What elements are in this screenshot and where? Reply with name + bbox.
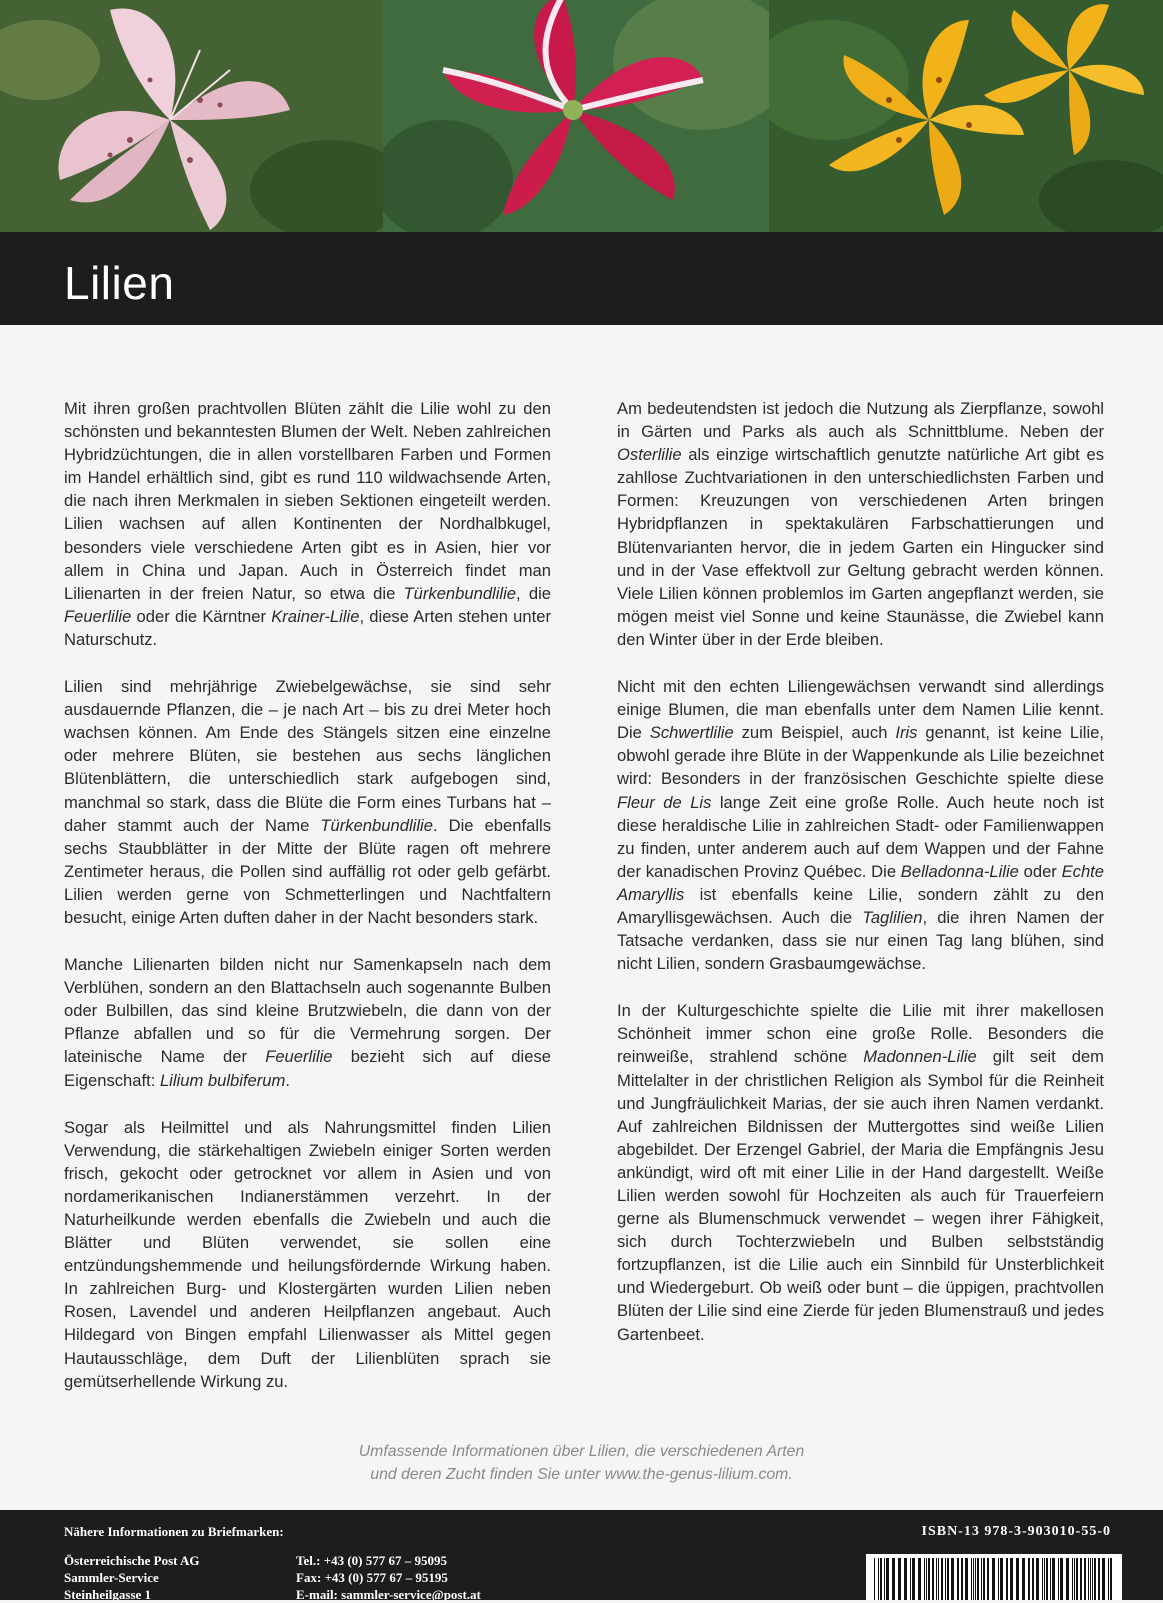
paragraph bbox=[64, 675, 551, 929]
paragraph bbox=[64, 953, 551, 1092]
barcode-bar bbox=[886, 1558, 889, 1600]
barcode-bar bbox=[932, 1558, 934, 1600]
barcode-bar bbox=[941, 1558, 943, 1600]
isbn-number: ISBN-13 978-3-903010-55-0 bbox=[921, 1524, 1111, 1539]
italic-term: Taglilien bbox=[862, 907, 923, 927]
barcode-bar bbox=[1028, 1558, 1030, 1600]
barcode-bar bbox=[928, 1558, 930, 1600]
barcode-bar bbox=[912, 1558, 915, 1600]
paragraph bbox=[64, 397, 551, 651]
barcode-bar bbox=[874, 1558, 875, 1600]
text-run: oder die Kärntner bbox=[131, 606, 272, 626]
barcode-bar bbox=[1076, 1558, 1078, 1600]
barcode-bar bbox=[1016, 1558, 1019, 1600]
barcode bbox=[866, 1554, 1122, 1600]
barcode-bar bbox=[1060, 1558, 1063, 1600]
barcode-bar bbox=[981, 1558, 982, 1600]
barcode-bar bbox=[973, 1558, 974, 1600]
barcode-bar bbox=[1010, 1558, 1013, 1600]
italic-term: Iris bbox=[895, 723, 918, 743]
barcode-bar bbox=[1090, 1558, 1091, 1600]
italic-term: Krainer-Lilie bbox=[271, 606, 360, 626]
barcode-bar bbox=[957, 1558, 959, 1600]
barcode-bar bbox=[898, 1558, 901, 1600]
italic-term: Feuerlilie bbox=[265, 1047, 333, 1067]
barcode-bar bbox=[1092, 1558, 1093, 1600]
italic-term: Türkenbundlilie bbox=[403, 583, 517, 603]
footer-contact bbox=[296, 1552, 481, 1603]
contact-line: Tel.: +43 (0) 577 67 – 95095 bbox=[296, 1553, 448, 1568]
text-run: Am bedeutendsten ist jedoch die Nutzung als Zierpflanze, sowohl in Gärten und Parks als auch als Schnittblume. Neben der bbox=[617, 399, 1104, 442]
right-column bbox=[617, 397, 1104, 1417]
paragraph bbox=[64, 1116, 551, 1393]
text-run: als einzige wirtschaftlich genutzte natürliche Art gibt es zahllose Zuchtvariationen in den unterschiedlichsten Farben und Formen: Kreuzungen von verschiedenen Arten bringen Hybridpflanzen in spektakulären Farbschattierungen und Blütenvarianten hervor, die in jedem Garten ein Hingucker sind und in der Vase effektvoll zur Geltung gebracht werden können. Viele Lilien können problemlos im Garten angepflanzt werden, sie mögen meist viel Sonne und keine Staunässe, die Zwiebel kann den Winter über in der Erde bleiben. bbox=[617, 445, 1104, 649]
contact-line: E-mail: sammler-service@post.at bbox=[296, 1587, 481, 1602]
barcode-bar bbox=[951, 1558, 954, 1600]
barcode-bar bbox=[938, 1558, 939, 1600]
barcode-bar bbox=[983, 1558, 985, 1600]
italic-term: Osterlilie bbox=[617, 445, 682, 465]
text-run: . bbox=[285, 1070, 290, 1090]
barcode-bar bbox=[975, 1558, 976, 1600]
footer-info-title: Nähere Informationen zu Briefmarken: bbox=[64, 1524, 284, 1539]
barcode-bar bbox=[924, 1558, 925, 1600]
barcode-bar bbox=[1032, 1558, 1034, 1600]
page-title: Lilien bbox=[64, 257, 175, 309]
barcode-bar bbox=[1110, 1558, 1112, 1600]
barcode-bar bbox=[880, 1558, 882, 1600]
text-run: Lilien sind mehrjährige Zwiebelgewächse, sie sind sehr ausdauernde Pflanzen, die – je nach Art – bis zu drei Meter hoch wachsen können. Am Ende des Stängels sitzen eine einzelne oder mehrere Blüten, sie bestehen aus sechs länglichen Blütenblättern, die unterschiedlich stark aufgebogen sind, manchmal so stark, dass die Blüte die Form eines Turbans hat – daher stammt auch der Name bbox=[64, 677, 551, 835]
paragraph bbox=[617, 397, 1104, 651]
barcode-bar bbox=[965, 1558, 968, 1600]
text-run: lange Zeit eine große Rolle. Auch heute noch ist diese heraldische Lilie in zahlreichen Stadt- oder Familienwappen zu finden, unter anderem auch auf dem Wappen und der Fahne der kanadischen Provinz Québec. Die bbox=[617, 792, 1104, 881]
barcode-bar bbox=[884, 1558, 885, 1600]
text-run: oder bbox=[1018, 861, 1062, 881]
italic-term: Madonnen-Lilie bbox=[863, 1047, 977, 1067]
barcode-bar bbox=[1084, 1558, 1086, 1600]
title-bar bbox=[0, 232, 1163, 325]
barcode-bar bbox=[947, 1558, 949, 1600]
barcode-bar bbox=[878, 1558, 879, 1600]
barcode-bar bbox=[1036, 1558, 1039, 1600]
barcode-bar bbox=[1098, 1558, 1100, 1600]
barcode-bar bbox=[1000, 1558, 1003, 1600]
barcode-bar bbox=[1072, 1558, 1073, 1600]
barcode-bar bbox=[1102, 1558, 1105, 1600]
left-column bbox=[64, 397, 551, 1417]
barcode-bar bbox=[892, 1558, 895, 1600]
barcode-bar bbox=[1058, 1558, 1059, 1600]
text-run: , die bbox=[516, 583, 551, 603]
yellow-lily-photo bbox=[769, 0, 1163, 232]
barcode-bar bbox=[961, 1558, 963, 1600]
barcode-bar bbox=[936, 1558, 937, 1600]
address-line: Steinheilgasse 1 bbox=[64, 1587, 152, 1602]
barcode-bar bbox=[1006, 1558, 1008, 1600]
text-run: Manche Lilienarten bilden nicht nur Samenkapseln nach dem Verblühen, sondern an den Blattachseln auch sogenannte Bulben oder Bulbillen, das sind kleine Brutzwiebeln, die dann von der Pflanze abfallen und so für die Vermehrung sorgen. Der lateinische Name der bbox=[64, 955, 551, 1067]
barcode-bar bbox=[1042, 1558, 1043, 1600]
barcode-bar bbox=[1108, 1558, 1109, 1600]
barcode-bar bbox=[971, 1558, 972, 1600]
italic-term: Echte Amaryllis bbox=[617, 861, 1105, 904]
footnote-line: Umfassende Informationen über Lilien, die verschiedenen Arten bbox=[358, 1443, 805, 1460]
barcode-bar bbox=[1022, 1558, 1025, 1600]
stargazer-lily-photo bbox=[383, 0, 769, 232]
text-run: ist ebenfalls keine Lilie, sondern zählt zu den Amaryllisgewächsen. Auch die bbox=[617, 884, 1104, 927]
barcode-bar bbox=[998, 1558, 999, 1600]
barcode-bar bbox=[945, 1558, 946, 1600]
barcode-bar bbox=[918, 1558, 921, 1600]
barcode-bar bbox=[1046, 1558, 1048, 1600]
text-run: gilt seit dem Mittelalter in der christlichen Religion als Symbol für die Reinheit und Jungfräulichkeit Marias, der sie auch ihren Namen verdankt. Auf zahlreichen Bildnissen der Muttergottes sind weiße Lilien abgebildet. Der Erzengel Gabriel, der Maria die Empfängnis Jesu ankündigt, wird oft mit einer Lilie in der Hand dargestellt. Weiße Lilien werden sowohl für Hochzeiten als auch für Trauerfeiern gerne als Blumenschmuck verwendet – wegen ihrer Fähigkeit, sich durch Tochterzwiebeln und Bulben selbstständig fortzupflanzen, ist die Lilie auch ein Sinnbild für Unsterblichkeit und Wiedergeburt. Ob weiß oder bunt – die üppigen, prachtvollen Blüten der Lilie sind eine Zierde für jeden Blumenstrauß und jedes Gartenbeet. bbox=[617, 1047, 1104, 1344]
text-run: genannt, ist keine Lilie, obwohl gerade ihre Blüte in der Wappenkunde als Lilie bezeichnet wird: Besonders in der französischen Geschichte spielte diese bbox=[617, 723, 1104, 789]
barcode-bar bbox=[1088, 1558, 1089, 1600]
footer bbox=[0, 1510, 1163, 1600]
barcode-bar bbox=[904, 1558, 907, 1600]
footer-address bbox=[64, 1552, 200, 1603]
footnote bbox=[0, 1440, 1163, 1486]
italic-term: Schwertlilie bbox=[649, 723, 734, 743]
italic-term: Lilium bulbiferum bbox=[159, 1070, 286, 1090]
barcode-bar bbox=[992, 1558, 995, 1600]
address-line: Sammler-Service bbox=[64, 1570, 159, 1585]
barcode-bar bbox=[926, 1558, 927, 1600]
barcode-bar bbox=[1094, 1558, 1096, 1600]
article-body bbox=[64, 397, 1104, 1417]
barcode-bar bbox=[1074, 1558, 1075, 1600]
barcode-bar bbox=[1080, 1558, 1082, 1600]
italic-term: Belladonna-Lilie bbox=[900, 861, 1019, 881]
pink-speckled-lily-photo bbox=[0, 0, 383, 232]
barcode-bar bbox=[1052, 1558, 1055, 1600]
barcode-bar bbox=[1050, 1558, 1051, 1600]
italic-term: Feuerlilie bbox=[64, 606, 132, 626]
paragraph bbox=[617, 999, 1104, 1345]
text-run: In der Kulturgeschichte spielte die Lilie mit ihrer makellosen Schönheit immer schon eine große Rolle. Besonders die reinweiße, strahlend schöne bbox=[617, 1001, 1104, 1067]
text-run: , diese Arten stehen unter Naturschutz. bbox=[64, 606, 551, 649]
barcode-bar bbox=[977, 1558, 979, 1600]
paragraph bbox=[617, 675, 1104, 975]
footnote-line: und deren Zucht finden Sie unter www.the-genus-lilium.com. bbox=[370, 1466, 793, 1483]
text-run: . Die ebenfalls sechs Staubblätter in der Mitte der Blüte ragen oft mehrere Zentimeter heraus, die Pollen sind auffällig rot oder gelb gefärbt. Lilien werden gerne von Schmetterlingen und Nachtfaltern besucht, einige Arten duften daher in der Nacht besonders stark. bbox=[64, 815, 551, 927]
text-run: Mit ihren großen prachtvollen Blüten zählt die Lilie wohl zu den schönsten und bekanntesten Blumen der Welt. Neben zahlreichen Hybridzüchtungen, die in allen vorstellbaren Farben und Formen im Handel erhältlich sind, gibt es rund 110 wildwachsende Arten, die nach ihren Merkmalen in sieben Sektionen eingeteilt werden. Lilien wachsen auf allen Kontinenten der Nordhalbkugel, besonders viele verschiedene Arten gibt es in Asien, hier vor allem in China und Japan. Auch in Österreich findet man Lilienarten in der freien Natur, so etwa die bbox=[64, 399, 551, 603]
barcode-bar bbox=[910, 1558, 911, 1600]
text-run: zum Beispiel, auch bbox=[733, 723, 896, 743]
barcode-bar bbox=[1066, 1558, 1069, 1600]
text-run: Nicht mit den echten Liliengewächsen verwandt sind allerdings einige Blumen, die man ebenfalls unter dem Namen Lilie kennt. Die bbox=[617, 677, 1104, 743]
text-run: , die ihren Namen der Tatsache verdanken, dass sie nur einen Tag lang blühen, sind nicht Lilien, sondern Grasbaumgewächse. bbox=[617, 907, 1104, 974]
header-photo-strip bbox=[0, 0, 1163, 232]
italic-term: Türkenbundlilie bbox=[320, 815, 433, 835]
contact-line: Fax: +43 (0) 577 67 – 95195 bbox=[296, 1570, 448, 1585]
barcode-bar bbox=[1044, 1558, 1045, 1600]
address-line: Österreichische Post AG bbox=[64, 1553, 200, 1568]
text-run: Sogar als Heilmittel und als Nahrungsmittel finden Lilien Verwendung, die stärkehaltigen Zwiebeln einiger Sorten werden frisch, gekocht oder getrocknet vor allem in Asien und von nordamerikanischen Indianerstämmen verzehrt. In der Naturheilkunde werden ebenfalls die Zwiebeln und auch die Blätter und Blüten verwendet, sie sollen eine entzündungshemmende und heilungsfördernde Wirkung haben. In zahlreichen Burg- und Klostergärten wurden Lilien neben Rosen, Lavendel und anderen Heilpflanzen angebaut. Auch Hildegard von Bingen empfahl Lilienwasser als Mittel gegen Hautausschläge, dem Duft der Lilienblüten sprach sie gemütserhellende Wirkung zu. bbox=[64, 1117, 551, 1391]
barcode-bar bbox=[987, 1558, 989, 1600]
text-run: bezieht sich auf diese Eigenschaft: bbox=[64, 1047, 551, 1090]
italic-term: Fleur de Lis bbox=[617, 792, 712, 812]
